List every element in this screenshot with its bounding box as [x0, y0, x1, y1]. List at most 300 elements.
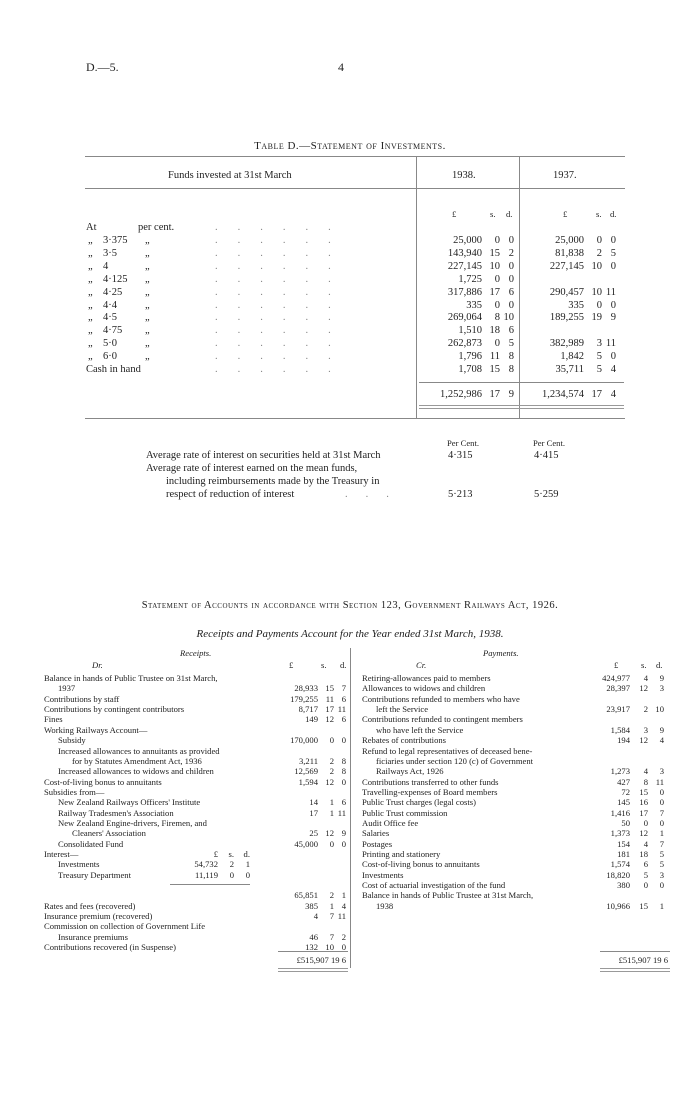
amount-1938-pounds: 1,725 — [458, 273, 482, 285]
payment-pounds: 194 — [617, 735, 630, 746]
receipt-label: Insurance premium (recovered) — [44, 911, 153, 921]
receipt-pence: 0 — [341, 838, 346, 849]
dr-label: Dr. — [92, 660, 103, 670]
receipt-label: Contributions by contingent contributors — [44, 704, 185, 714]
table-bottom-rule — [85, 418, 625, 419]
rate-ditto: „ — [145, 325, 150, 337]
leader-dots: ...... — [215, 260, 351, 272]
receipt-shillings: 2 — [329, 766, 334, 777]
receipt-pence: 1 — [341, 890, 346, 901]
receipt-label: New Zealand Engine-drivers, Firemen, and — [58, 817, 207, 828]
amount-1937-pounds: 25,000 — [555, 235, 584, 246]
receipt-label: New Zealand Railways Officers' Institute — [58, 797, 201, 808]
receipt-label: Increased allowances to widows and children — [58, 766, 214, 777]
amount-1938-shillings: 11 — [489, 351, 500, 363]
receipt-pounds: 14 — [309, 797, 318, 808]
interest-pence: 1 — [245, 859, 250, 870]
amount-1937-pence: 11 — [605, 338, 616, 350]
receipt-shillings: 10 — [325, 942, 334, 953]
payment-pence: 0 — [659, 817, 664, 828]
receipt-label: Cost-of-living bonus to annuitants — [44, 776, 162, 787]
rate-value: 4·75 — [103, 325, 123, 337]
receipt-label: for by Statutes Amendment Act, 1936 — [72, 755, 202, 766]
payment-pounds: 1,416 — [610, 807, 630, 818]
payment-pence: 9 — [659, 673, 664, 683]
payments-total-rule — [600, 951, 670, 952]
table-divider-2 — [519, 156, 520, 418]
amount-1938-shillings: 18 — [489, 325, 500, 337]
amount-1938-pounds: 143,940 — [447, 247, 482, 259]
receipt-label: Subsidy — [58, 735, 86, 746]
rate-ditto: „ — [145, 299, 150, 311]
receipt-pence: 8 — [341, 755, 346, 766]
payment-shillings: 4 — [643, 838, 648, 849]
payment-pounds: 181 — [617, 849, 630, 859]
rate-value: 4·125 — [103, 273, 128, 285]
receipt-shillings: 2 — [329, 890, 334, 901]
payment-shillings: 0 — [643, 817, 648, 828]
amount-1937-pence: 5 — [610, 247, 616, 259]
payment-shillings: 18 — [639, 849, 648, 859]
receipt-label: Contributions recovered (in Suspense) — [44, 942, 176, 953]
payment-pounds: 1,373 — [610, 828, 630, 839]
unit-shilling: s. — [490, 209, 496, 219]
rate-prefix: „ — [88, 235, 93, 246]
amount-1938-pence: 8 — [508, 351, 514, 363]
total-1938-pounds: 1,252,986 — [440, 389, 482, 400]
rate-prefix: „ — [88, 260, 93, 272]
receipts-total-rule — [278, 951, 348, 952]
table-header-rule — [85, 188, 625, 189]
receipt-pence: 0 — [341, 776, 346, 787]
receipt-pence: 0 — [341, 942, 346, 953]
amount-1937-shillings: 19 — [591, 312, 602, 324]
payment-pence: 1 — [659, 900, 664, 911]
amount-1938-pounds: 317,886 — [447, 286, 482, 298]
payment-shillings: 0 — [643, 880, 648, 890]
receipt-shillings: 1 — [329, 797, 334, 808]
amount-1938-shillings: 10 — [489, 260, 500, 272]
payment-pounds: 380 — [617, 880, 630, 890]
rate-prefix: „ — [88, 286, 93, 298]
payment-label: left the Service — [376, 704, 429, 714]
receipt-label: Subsidies from— — [44, 786, 105, 797]
amount-1938-pence: 6 — [508, 286, 514, 298]
leader-dots: ...... — [215, 312, 351, 324]
amount-1937-shillings: 10 — [591, 260, 602, 272]
unit-pound: £ — [563, 209, 568, 219]
receipt-pounds: 1,594 — [298, 776, 318, 787]
payment-shillings: 16 — [639, 797, 648, 808]
receipt-pence: 9 — [341, 828, 346, 839]
rate-value: 4·25 — [103, 286, 123, 298]
amount-1937-pence: 0 — [610, 299, 616, 311]
payment-shillings: 2 — [643, 704, 648, 714]
payment-pence: 7 — [659, 838, 664, 849]
leader-dots: ...... — [215, 351, 351, 363]
amount-1937-pounds: 1,842 — [560, 351, 584, 363]
payment-label: Public Trust charges (legal costs) — [362, 797, 476, 808]
amount-1937-pence: 9 — [610, 312, 616, 324]
payment-pence: 5 — [659, 859, 664, 870]
payment-label: Contributions refunded to contingent members — [362, 714, 523, 725]
avg-rate-funds-line3: respect of reduction of interest — [166, 489, 295, 500]
payment-pence: 3 — [659, 869, 664, 880]
receipt-shillings: 12 — [325, 828, 334, 839]
receipt-label: Fines — [44, 714, 63, 725]
receipt-label: Increased allowances to annuitants as provided — [58, 745, 220, 756]
rate-value: 4·5 — [103, 312, 117, 324]
amount-1937-pounds: 382,989 — [549, 338, 584, 350]
receipt-shillings: 0 — [329, 735, 334, 746]
rate-prefix: „ — [88, 299, 93, 311]
amount-1938-pence: 0 — [508, 260, 514, 272]
receipt-pence: 6 — [341, 797, 346, 808]
payments-heading: Payments. — [483, 648, 519, 658]
col-header-1938: 1938. — [452, 170, 476, 181]
receipt-label: Balance in hands of Public Trustee on 31st March, — [44, 673, 218, 683]
payment-pounds: 427 — [617, 776, 630, 787]
payment-shillings: 8 — [643, 776, 648, 787]
payment-label: Allowances to widows and children — [362, 683, 486, 694]
interest-pence: 0 — [245, 869, 250, 880]
rate-value: 6·0 — [103, 351, 117, 363]
amount-1937-pounds: 81,838 — [555, 247, 584, 259]
rate-ditto: „ — [145, 312, 150, 324]
receipt-shillings: 15 — [325, 683, 334, 694]
avg-rate-funds-1938: 5·213 — [448, 489, 473, 500]
accounts-title: Statement of Accounts in accordance with Section 123, Government Railways Act, 1926. — [141, 600, 559, 611]
amount-1937-shillings: 5 — [596, 351, 602, 363]
receipt-pounds: 28,933 — [294, 683, 318, 694]
payment-label: Audit Office fee — [362, 817, 419, 828]
receipts-heading: Receipts. — [180, 648, 212, 658]
receipt-pence: 8 — [341, 766, 346, 777]
leader-dots: ...... — [215, 364, 351, 375]
rate-ditto: „ — [145, 273, 150, 285]
payment-pounds: 10,966 — [606, 900, 630, 911]
payment-pounds: 23,917 — [606, 704, 630, 714]
amount-1937-shillings: 3 — [596, 338, 602, 350]
receipt-pence: 11 — [337, 911, 346, 921]
payment-pounds: 154 — [617, 838, 630, 849]
payment-label: Balance in hands of Public Trustee at 31st March, — [362, 890, 534, 901]
payment-pounds: 28,397 — [606, 683, 630, 694]
receipts-total: £515,907 19 6 — [296, 955, 346, 965]
amount-1938-shillings: 8 — [494, 312, 500, 324]
payment-shillings: 15 — [639, 900, 648, 911]
amount-1938-pence: 0 — [508, 299, 514, 311]
amount-1937-shillings: 0 — [596, 235, 602, 246]
receipt-label: Railway Tradesmen's Association — [58, 807, 174, 818]
payment-shillings: 12 — [639, 683, 648, 694]
payment-label: Retiring-allowances paid to members — [362, 673, 491, 683]
payment-label: Refund to legal representatives of deceased bene- — [362, 745, 533, 756]
amount-1938-pounds: 335 — [466, 299, 482, 311]
leader-dots: ...... — [215, 235, 351, 246]
rate-prefix: „ — [88, 325, 93, 337]
payment-pence: 1 — [659, 828, 664, 839]
unit-shilling: s. — [596, 209, 602, 219]
cash-in-hand-label: Cash in hand — [86, 364, 141, 375]
receipt-pence: 11 — [337, 704, 346, 714]
amount-1938-shillings: 0 — [494, 235, 500, 246]
receipt-label: Rates and fees (recovered) — [44, 900, 136, 911]
amount-1938-pounds: 1,510 — [458, 325, 482, 337]
amount-1938-pence: 2 — [508, 247, 514, 259]
rate-prefix: „ — [88, 312, 93, 324]
receipt-pounds: 179,255 — [290, 693, 318, 704]
payment-pence: 7 — [659, 807, 664, 818]
receipt-shillings: 2 — [329, 755, 334, 766]
payment-pounds: 145 — [617, 797, 630, 808]
payment-label: Contributions transferred to other funds — [362, 776, 499, 787]
receipt-pence: 6 — [341, 693, 346, 704]
unit-pence: d. — [506, 209, 513, 219]
at-label: At — [86, 222, 97, 233]
total-1938-pence: 9 — [508, 389, 514, 400]
payment-pence: 0 — [659, 880, 664, 890]
receipt-pounds: 385 — [305, 900, 318, 911]
amount-1938-pence: 6 — [508, 325, 514, 337]
col-header-1937: 1937. — [553, 170, 577, 181]
interest-pounds: 54,732 — [194, 859, 218, 870]
payment-shillings: 3 — [643, 724, 648, 735]
avg-rate-funds-line1: Average rate of interest earned on the mean funds, — [146, 463, 358, 474]
interest-pounds: £ — [213, 849, 218, 859]
amount-1938-pounds: 25,000 — [453, 235, 482, 246]
payment-pence: 3 — [659, 683, 664, 694]
receipt-pounds: 65,851 — [294, 890, 318, 901]
rate-value: 3·5 — [103, 247, 117, 259]
interest-shillings: 2 — [229, 859, 234, 870]
amount-1938-pounds: 262,873 — [447, 338, 482, 350]
payment-shillings: 12 — [639, 828, 648, 839]
payment-pounds: 1,574 — [610, 859, 630, 870]
amount-1938-pence: 0 — [508, 273, 514, 285]
payment-label: Salaries — [362, 828, 390, 839]
avg-rate-securities-1938: 4·315 — [448, 450, 473, 461]
amount-1938-pence: 10 — [503, 312, 514, 324]
receipt-pounds: 17 — [309, 807, 318, 818]
total-double-rule — [419, 405, 624, 409]
payment-label: ficiaries under section 120 (c) of Government — [376, 755, 534, 766]
leader-dots: ...... — [215, 247, 351, 259]
leader-dots: ...... — [215, 273, 351, 285]
receipt-pounds: 149 — [305, 714, 318, 725]
rate-ditto: „ — [145, 260, 150, 272]
amount-1938-shillings: 0 — [494, 299, 500, 311]
amount-1937-shillings: 0 — [596, 299, 602, 311]
cash-1938-pence: 8 — [508, 364, 514, 375]
receipt-pence: 4 — [341, 900, 346, 911]
interest-pounds: 11,119 — [195, 869, 218, 880]
leader-dots: ...... — [215, 325, 351, 337]
receipt-label: Consolidated Fund — [58, 838, 124, 849]
rate-prefix: „ — [88, 338, 93, 350]
amount-1937-pence: 0 — [610, 260, 616, 272]
payment-pounds: 18,820 — [606, 869, 630, 880]
receipts-unit-pence: d. — [340, 660, 347, 670]
payment-pence: 5 — [659, 849, 664, 859]
receipt-shillings: 1 — [329, 900, 334, 911]
payment-pounds: 50 — [621, 817, 630, 828]
cash-1937-pence: 4 — [610, 364, 616, 375]
payments-unit-pound: £ — [614, 660, 619, 670]
receipt-pounds: 46 — [309, 931, 318, 942]
receipt-pounds: 4 — [313, 911, 318, 921]
payment-label: Public Trust commission — [362, 807, 448, 818]
receipt-shillings: 11 — [325, 693, 334, 704]
accounts-subtitle: Receipts and Payments Account for the Year ended 31st March, 1938. — [196, 628, 504, 640]
cr-label: Cr. — [416, 660, 427, 670]
leader-dots: ... — [345, 489, 407, 500]
cash-1937-shillings: 5 — [596, 364, 602, 375]
leader-dots: ...... — [215, 299, 351, 311]
payments-unit-pence: d. — [656, 660, 663, 670]
receipt-pounds: 45,000 — [294, 838, 318, 849]
rate-ditto: „ — [145, 338, 150, 350]
total-1938-shillings: 17 — [489, 389, 500, 400]
amount-1938-shillings: 17 — [489, 286, 500, 298]
amount-1938-shillings: 0 — [494, 273, 500, 285]
payments-unit-shilling: s. — [641, 660, 647, 670]
payment-shillings: 12 — [639, 735, 648, 746]
payment-pence: 11 — [655, 776, 664, 787]
payment-label: who have left the Service — [376, 724, 464, 735]
payment-label: Investments — [362, 869, 404, 880]
payments-total-double-rule — [600, 968, 670, 972]
rate-value: 3·375 — [103, 235, 128, 246]
payment-label: Rebates of contributions — [362, 735, 447, 746]
leader-dots: ...... — [215, 338, 351, 350]
avg-rate-funds-line2: including reimbursements made by the Treasury in — [166, 476, 380, 487]
rate-ditto: „ — [145, 247, 150, 259]
receipt-pence: 0 — [341, 735, 346, 746]
receipt-label: Treasury Department — [58, 869, 131, 880]
payment-label: Cost of actuarial investigation of the fund — [362, 880, 506, 890]
leader-dots: ...... — [215, 222, 351, 233]
receipt-label: Commission on collection of Government Life — [44, 921, 206, 932]
receipt-shillings: 12 — [325, 714, 334, 725]
rate-value: 5·0 — [103, 338, 117, 350]
receipt-shillings: 1 — [329, 807, 334, 818]
payment-pence: 3 — [659, 766, 664, 777]
receipt-shillings: 7 — [329, 931, 334, 942]
payment-shillings: 4 — [643, 673, 648, 683]
payment-shillings: 17 — [639, 807, 648, 818]
payment-pounds: 424,977 — [602, 673, 630, 683]
receipt-pounds: 8,717 — [298, 704, 318, 714]
table-top-rule — [85, 156, 625, 157]
amount-1937-pounds: 227,145 — [549, 260, 584, 272]
receipt-pounds: 25 — [309, 828, 318, 839]
amount-1938-pence: 0 — [508, 235, 514, 246]
amount-1938-pence: 5 — [508, 338, 514, 350]
unit-pence: d. — [610, 209, 617, 219]
amount-1938-pounds: 269,064 — [447, 312, 482, 324]
per-cent-label: per cent. — [138, 222, 175, 233]
investments-title: Table D.—Statement of Investments. — [254, 140, 446, 152]
amount-1937-pounds: 290,457 — [549, 286, 584, 298]
receipt-label: Working Railways Account— — [44, 724, 148, 735]
interest-subtotal-rule — [170, 884, 250, 885]
total-rule — [419, 382, 624, 383]
amount-1938-pounds: 1,796 — [458, 351, 482, 363]
payment-pence: 0 — [659, 797, 664, 808]
payment-label: 1938 — [376, 900, 394, 911]
rate-value: 4 — [103, 260, 109, 272]
receipt-label: Investments — [58, 859, 100, 870]
payment-label: Cost-of-living bonus to annuitants — [362, 859, 480, 870]
per-cent-header-1937: Per Cent. — [533, 438, 565, 448]
total-1937-pence: 4 — [610, 389, 616, 400]
receipts-unit-pound: £ — [289, 660, 294, 670]
receipt-pounds: 3,211 — [298, 755, 318, 766]
col-header-funds: Funds invested at 31st March — [168, 170, 292, 181]
receipt-pence: 6 — [341, 714, 346, 725]
cash-1938-pounds: 1,708 — [458, 364, 482, 375]
receipt-label: Contributions by staff — [44, 693, 120, 704]
payment-pence: 10 — [655, 704, 664, 714]
rate-ditto: „ — [145, 351, 150, 363]
payment-pence: 0 — [659, 786, 664, 797]
page-number: 4 — [338, 60, 344, 74]
receipt-label: Cleaners' Association — [72, 828, 146, 839]
receipt-label: Interest— — [44, 849, 79, 859]
amount-1938-shillings: 0 — [494, 338, 500, 350]
total-1937-shillings: 17 — [591, 389, 602, 400]
payment-pounds: 1,584 — [610, 724, 630, 735]
receipt-pounds: 12,569 — [294, 766, 318, 777]
receipt-pence: 7 — [341, 683, 346, 694]
receipt-label: 1937 — [58, 683, 76, 694]
amount-1938-pounds: 227,145 — [447, 260, 482, 272]
cash-1937-pounds: 35,711 — [555, 364, 584, 375]
interest-shillings: 0 — [229, 869, 234, 880]
receipt-pence: 2 — [341, 931, 346, 942]
amount-1937-pounds: 189,255 — [549, 312, 584, 324]
receipt-shillings: 7 — [329, 911, 334, 921]
avg-rate-securities-label: Average rate of interest on securities held at 31st March — [146, 450, 381, 461]
accounts-center-rule — [350, 648, 351, 968]
interest-shillings: s. — [228, 849, 234, 859]
receipt-shillings: 0 — [329, 838, 334, 849]
rate-ditto: „ — [145, 235, 150, 246]
amount-1937-shillings: 2 — [596, 247, 602, 259]
leader-dots: ...... — [215, 286, 351, 298]
payment-label: Travelling-expenses of Board members — [362, 786, 498, 797]
unit-pound: £ — [452, 209, 457, 219]
receipts-unit-shilling: s. — [321, 660, 327, 670]
rate-value: 4·4 — [103, 299, 117, 311]
payment-shillings: 4 — [643, 766, 648, 777]
rate-prefix: „ — [88, 273, 93, 285]
payment-shillings: 15 — [639, 786, 648, 797]
cash-1938-shillings: 15 — [489, 364, 500, 375]
payment-shillings: 6 — [643, 859, 648, 870]
payments-total: £515,907 19 6 — [618, 955, 668, 965]
receipts-total-double-rule — [278, 968, 348, 972]
avg-rate-securities-1937: 4·415 — [534, 450, 559, 461]
avg-rate-funds-1937: 5·259 — [534, 489, 559, 500]
amount-1937-pounds: 335 — [568, 299, 584, 311]
amount-1937-pence: 11 — [605, 286, 616, 298]
payment-pounds: 72 — [621, 786, 630, 797]
rate-prefix: „ — [88, 351, 93, 363]
per-cent-header-1938: Per Cent. — [447, 438, 479, 448]
rate-prefix: „ — [88, 247, 93, 259]
